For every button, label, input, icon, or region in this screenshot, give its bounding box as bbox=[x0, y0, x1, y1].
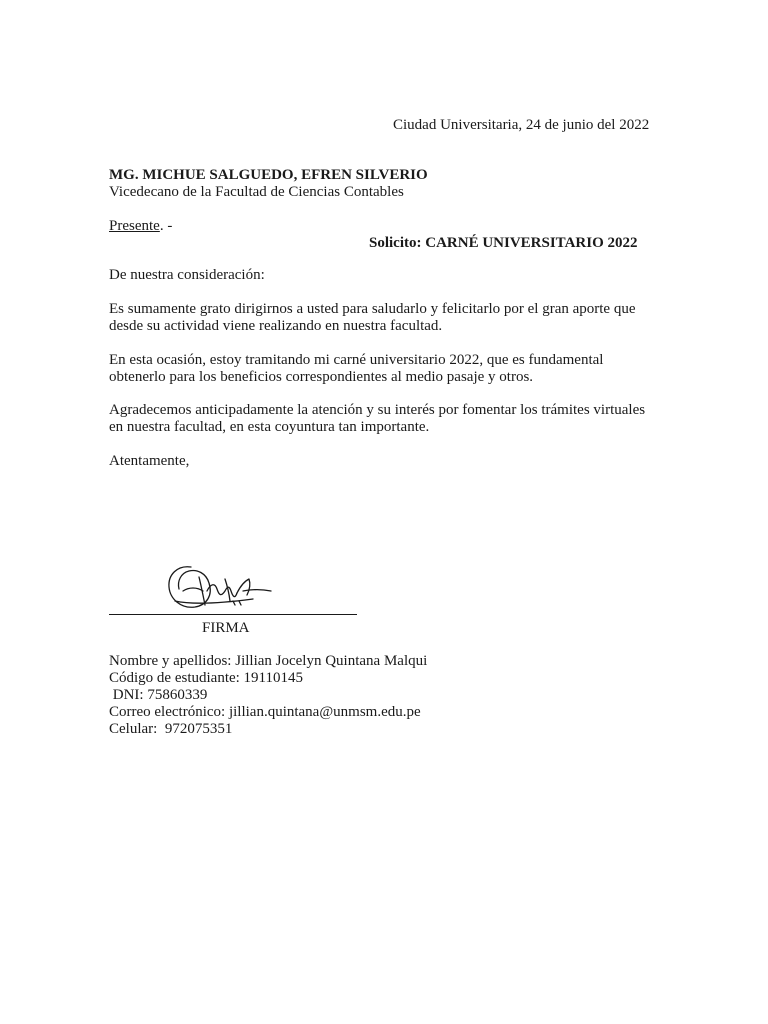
student-code: Código de estudiante: 19110145 bbox=[109, 670, 304, 686]
presente-line bbox=[109, 218, 172, 235]
paragraph-3-line-1: Agradecemos anticipadamente la atención y su interés por fomentar los trámites virtuales bbox=[109, 402, 646, 418]
presente-suffix: . - bbox=[159, 218, 173, 234]
paragraph-1-line-1: Es sumamente grato dirigirnos a usted para saludarlo y felicitarlo por el gran aporte que bbox=[109, 301, 636, 317]
signature-label: FIRMA bbox=[202, 620, 250, 636]
recipient-title: Vicedecano de la Facultad de Ciencias Contables bbox=[109, 184, 404, 200]
paragraph-2-line-1: En esta ocasión, estoy tramitando mi carné universitario 2022, que es fundamental bbox=[109, 352, 604, 368]
salutation: De nuestra consideración: bbox=[109, 267, 265, 283]
paragraph-3-line-2: en nuestra facultad, en esta coyuntura tan importante. bbox=[109, 419, 430, 435]
paragraph-1-line-2: desde su actividad viene realizando en nuestra facultad. bbox=[109, 318, 443, 334]
student-name: Nombre y apellidos: Jillian Jocelyn Quintana Malqui bbox=[109, 653, 428, 669]
closing: Atentamente, bbox=[109, 453, 190, 469]
presente-word: Presente bbox=[109, 218, 160, 234]
place-date: Ciudad Universitaria, 24 de junio del 2022 bbox=[393, 117, 650, 133]
subject-line: Solicito: CARNÉ UNIVERSITARIO 2022 bbox=[369, 235, 638, 251]
student-dni: DNI: 75860339 bbox=[109, 687, 208, 703]
student-email: Correo electrónico: jillian.quintana@unmsm.edu.pe bbox=[109, 704, 421, 720]
student-phone: Celular: 972075351 bbox=[109, 721, 233, 737]
paragraph-2-line-2: obtenerlo para los beneficios correspondientes al medio pasaje y otros. bbox=[109, 369, 534, 385]
recipient-name: MG. MICHUE SALGUEDO, EFREN SILVERIO bbox=[109, 167, 428, 183]
signature-line bbox=[109, 614, 357, 615]
handwritten-signature-icon bbox=[163, 561, 275, 615]
